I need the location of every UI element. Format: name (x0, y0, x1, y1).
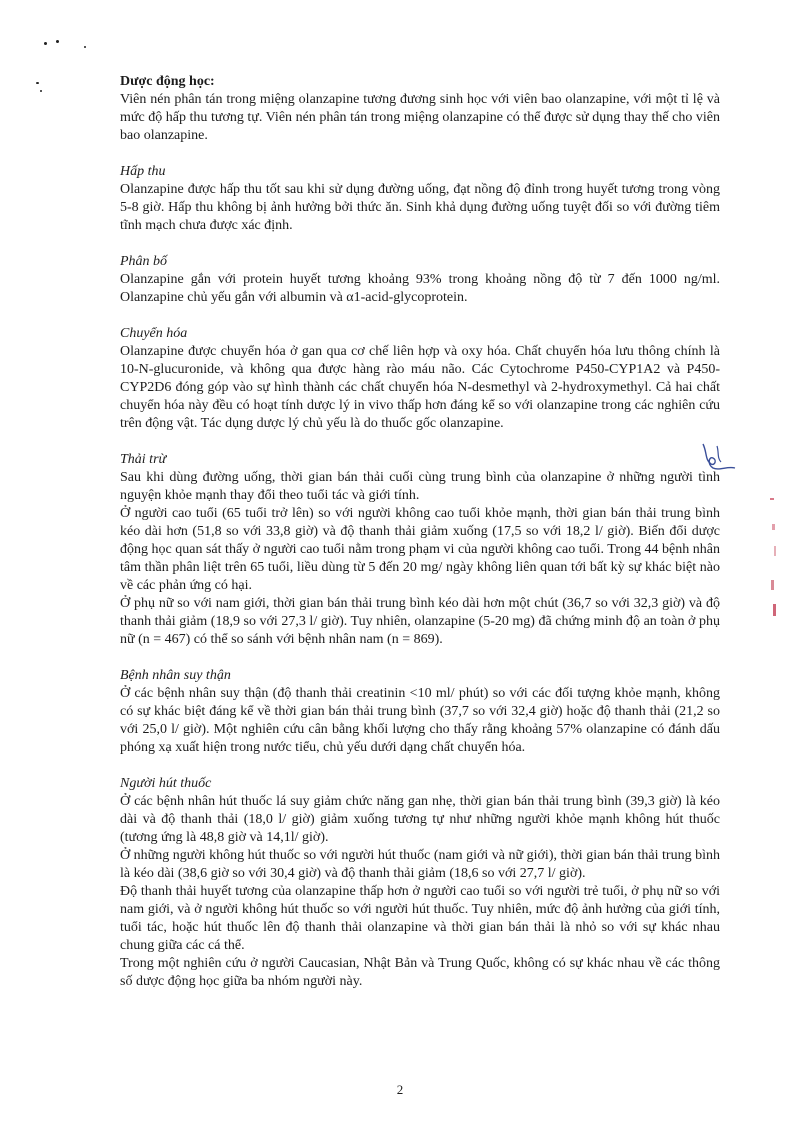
elimination-paragraph-2: Ở người cao tuổi (65 tuổi trở lên) so với người không cao tuổi khỏe mạnh, thời gian bán thải trung bình kéo dài hơn (51,8 so với 33,8 giờ) và độ thanh thải giảm xuống (17,5 so với 18,2 l/ giờ). Biến đổi dược động học quan sát thấy ở người cao tuổi nằm trong phạm vi của người không cao tuổi. Trong 44 bệnh nhân tâm thần phân liệt trên 65 tuổi, liều dùng từ 5 đến 20 mg/ ngày không liên quan tới bất kỳ sự khác biệt nào về các phản ứng có hại. (120, 506, 720, 593)
section-heading-smokers: Người hút thuốc (120, 776, 212, 791)
distribution-paragraph: Olanzapine gắn với protein huyết tương khoảng 93% trong khoảng nồng độ từ 7 đến 1000 ng/ml. Olanzapine chủ yếu gắn với albumin và α1-acid-glycoprotein. (120, 272, 720, 305)
margin-marks (748, 480, 788, 630)
section-heading-metabolism: Chuyển hóa (120, 326, 188, 341)
elimination-paragraph-1: Sau khi dùng đường uống, thời gian bán thải cuối cùng trung bình của olanzapine ở những người tình nguyện khỏe mạnh thay đổi theo tuổi tác và giới tính. (120, 470, 720, 503)
absorption-paragraph: Olanzapine được hấp thu tốt sau khi sử dụng đường uống, đạt nồng độ đỉnh trong huyết tương trong vòng 5-8 giờ. Hấp thu không bị ảnh hưởng bởi thức ăn. Sinh khả dụng đường uống tuyệt đối so với đường tiêm tĩnh mạch chưa được xác định. (120, 182, 720, 233)
document-body (120, 73, 720, 991)
smokers-paragraph-2: Ở những người không hút thuốc so với người hút thuốc (nam giới và nữ giới), thời gian bán thải trung bình là kéo dài (38,6 giờ so với 30,4 giờ) và độ thanh thải giảm (18,6 so với 27,7 l/ giờ). (120, 848, 720, 881)
metabolism-paragraph: Olanzapine được chuyển hóa ở gan qua cơ chế liên hợp và oxy hóa. Chất chuyển hóa lưu thông chính là 10-N-glucuronide, và không qua được hàng rào máu não. Các Cytochrome P450-CYP1A2 và P450-CYP2D6 đóng góp vào sự hình thành các chất chuyển hóa N-desmethyl và 2-hydroxymethyl. Cả hai chất chuyển hóa này đều có hoạt tính dược lý in vivo thấp hơn đáng kể so với olanzapine trong các nghiên cứu trên động vật. Tác dụng dược lý chủ yếu là do thuốc gốc olanzapine. (120, 344, 720, 431)
elimination-paragraph-3: Ở phụ nữ so với nam giới, thời gian bán thải trung bình kéo dài hơn một chút (36,7 so với 32,3 giờ) và độ thanh thải giảm (18,9 so với 27,3 l/ giờ). Tuy nhiên, olanzapine (5-20 mg) đã chứng minh độ an toàn ở phụ nữ (n = 467) có thể so sánh với bệnh nhân nam (n = 869). (120, 596, 720, 647)
section-heading-distribution: Phân bố (120, 254, 168, 269)
renal-paragraph: Ở các bệnh nhân suy thận (độ thanh thải creatinin <10 ml/ phút) so với các đối tượng khỏe mạnh, không có sự khác biệt đáng kể về thời gian bán thải trung bình (37,7 so với 32,4 giờ) hoặc độ thanh thải (21,2 so với 25,0 l/ giờ). Một nghiên cứu cân bằng khối lượng cho thấy rằng khoảng 57% olanzapine có đánh dấu phóng xạ xuất hiện trong nước tiểu, chủ yếu dưới dạng chất chuyển hóa. (120, 686, 720, 755)
scan-specks (34, 34, 104, 94)
section-heading-renal: Bệnh nhân suy thận (120, 668, 231, 683)
smokers-paragraph-1: Ở các bệnh nhân hút thuốc lá suy giảm chức năng gan nhẹ, thời gian bán thải trung bình (39,3 giờ) là kéo dài và độ thanh thải (18,0 l/ giờ) giảm xuống tương tự như những người khỏe mạnh không hút thuốc (tương ứng là 48,8 giờ và 14,1l/ giờ). (120, 794, 720, 845)
section-heading-elimination: Thải trừ (120, 452, 167, 467)
smokers-paragraph-4: Trong một nghiên cứu ở người Caucasian, Nhật Bản và Trung Quốc, không có sự khác nhau về các thông số dược động học giữa ba nhóm người này. (120, 956, 720, 989)
page-title: Dược động học: (120, 74, 215, 89)
smokers-paragraph-3: Độ thanh thải huyết tương của olanzapine thấp hơn ở người cao tuổi so với người trẻ tuổi, ở phụ nữ so với nam giới, và ở người không hút thuốc so với người hút thuốc. Tuy nhiên, mức độ ảnh hưởng của giới tính, tuổi tác, hoặc hút thuốc lên độ thanh thải olanzapine và thời gian bán thải là nhỏ so với sự khác nhau chung giữa các cá thể. (120, 884, 720, 953)
intro-paragraph: Viên nén phân tán trong miệng olanzapine tương đương sinh học với viên bao olanzapine, với một tỉ lệ và mức độ hấp thu tương tự. Viên nén phân tán trong miệng olanzapine có thể được sử dụng thay thế cho viên bao olanzapine. (120, 92, 720, 143)
section-heading-absorption: Hấp thu (120, 164, 166, 179)
initials-signature (697, 438, 743, 474)
page-number: 2 (396, 1082, 404, 1097)
